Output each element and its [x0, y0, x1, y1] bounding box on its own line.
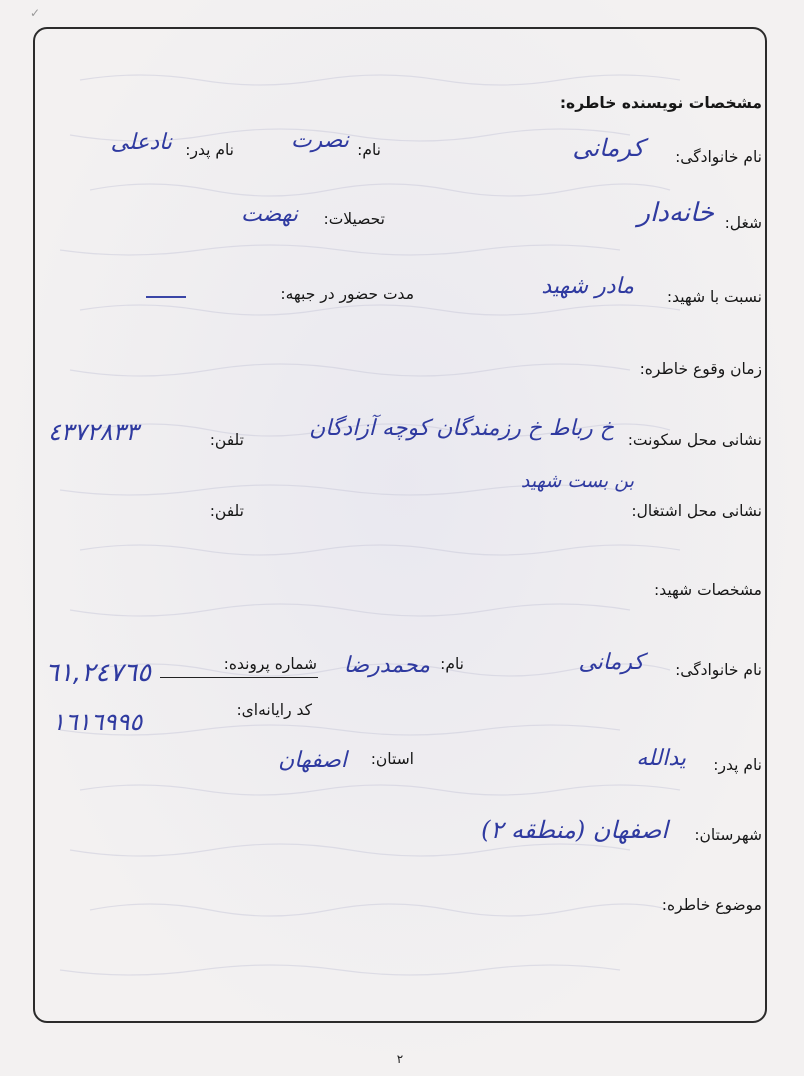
m-name-value[interactable]: محمدرضا — [343, 653, 430, 678]
city-value[interactable]: اصفهان (منطقه ٢) — [481, 816, 668, 844]
job-value[interactable]: خانه‌دار — [637, 198, 714, 228]
family-value[interactable]: کرمانی — [572, 134, 644, 162]
m-name-label: نام: — [440, 655, 464, 673]
home-label: نشانی محل سکونت: — [627, 431, 762, 449]
home-value-line2[interactable]: بن بست شهید — [520, 470, 634, 492]
martyr-section-title: مشخصات شهید: — [654, 581, 762, 599]
father-label: نام پدر: — [185, 141, 234, 159]
code-value[interactable]: ١٦١٦٩٩٥ — [52, 708, 143, 736]
writer-section-title: مشخصات نویسنده خاطره: — [559, 94, 762, 112]
m-father-value[interactable]: یدالله — [636, 746, 686, 771]
education-label: تحصیلات: — [323, 210, 385, 228]
page-number: ٢ — [396, 1052, 404, 1066]
code-label: کد رایانه‌ای: — [236, 701, 312, 719]
name-label: نام: — [357, 141, 381, 159]
province-value[interactable]: اصفهان — [278, 748, 347, 773]
phone-label-2: تلفن: — [209, 502, 244, 520]
m-family-value[interactable]: کرمانی — [578, 650, 644, 675]
m-father-label: نام پدر: — [713, 756, 762, 774]
city-label: شهرستان: — [694, 826, 762, 844]
job-label: شغل: — [724, 214, 762, 232]
province-label: استان: — [370, 750, 414, 768]
corner-tick-icon: ✓ — [30, 6, 41, 20]
relation-value[interactable]: مادر شهید — [541, 274, 634, 299]
file-label: شماره پرونده: — [223, 655, 317, 673]
work-label: نشانی محل اشتغال: — [631, 502, 762, 520]
file-value[interactable]: ٦١,٢٤٧٦٥ — [45, 658, 152, 688]
relation-label: نسبت با شهید: — [666, 288, 762, 306]
time-label: زمان وقوع خاطره: — [639, 360, 762, 378]
family-label: نام خانوادگی: — [675, 148, 762, 166]
name-value[interactable]: نصرت — [290, 128, 349, 153]
m-family-label: نام خانوادگی: — [675, 661, 762, 679]
phone-label-1: تلفن: — [209, 431, 244, 449]
duration-dash — [146, 296, 186, 298]
form-frame — [33, 27, 767, 1023]
subject-label: موضوع خاطره: — [661, 896, 762, 914]
phone-value-1[interactable]: ٤٣٧٢٨٣٣ — [48, 418, 139, 446]
file-label-underline — [160, 677, 318, 678]
duration-label: مدت حضور در جبهه: — [280, 285, 414, 303]
education-value[interactable]: نهضت — [241, 202, 298, 227]
father-value[interactable]: نادعلی — [110, 130, 172, 155]
home-value[interactable]: خ رباط خ رزمندگان کوچه آزادگان — [309, 416, 614, 441]
